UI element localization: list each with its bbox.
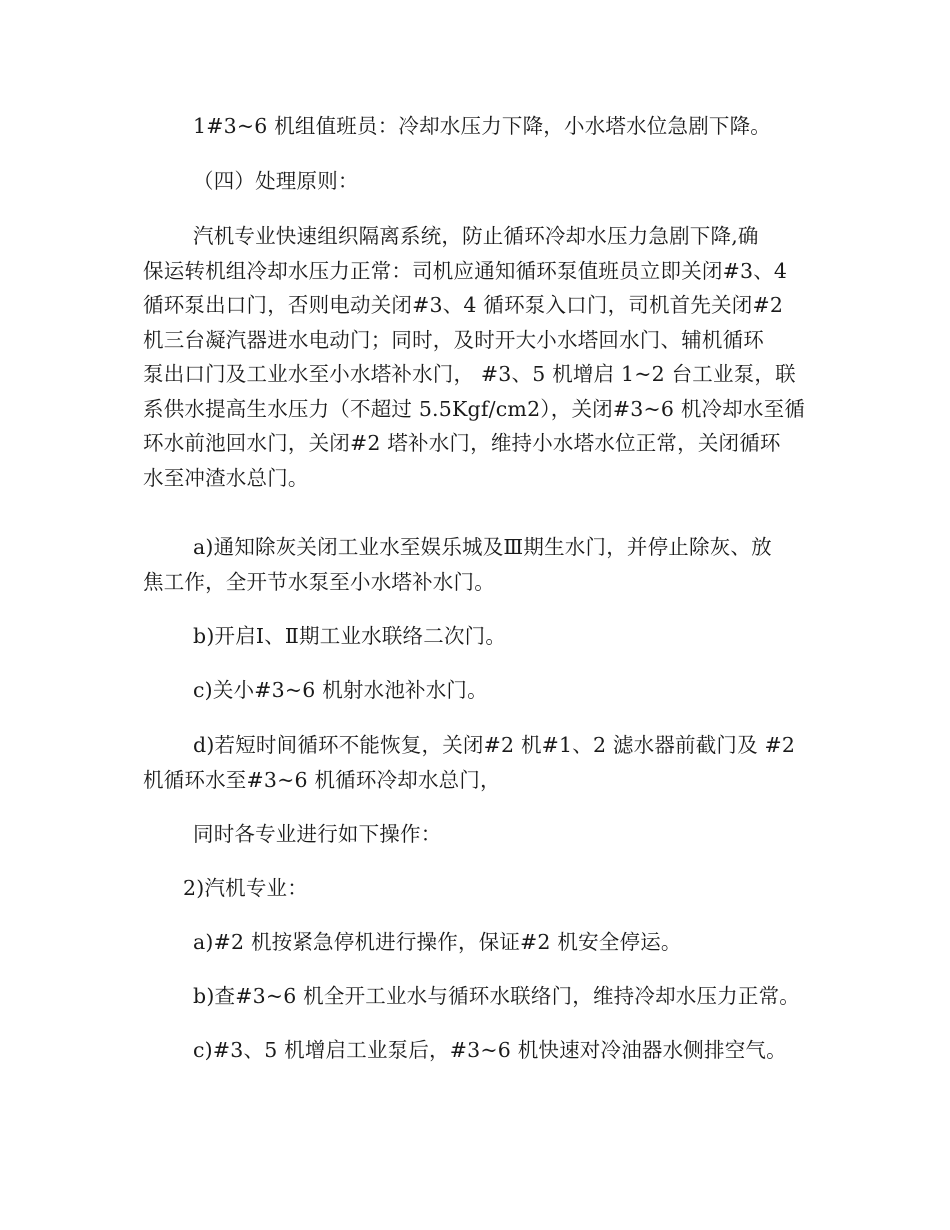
text-line: 机三台凝汽器进水电动门；同时，及时开大小水塔回水门、辅机循环 xyxy=(143,327,764,352)
paragraph-step-c xyxy=(193,673,488,708)
text-line: c)关小#3~6 机射水池补水门。 xyxy=(193,678,488,702)
text-line: （四）处理原则： xyxy=(193,169,359,193)
paragraph-step-b xyxy=(193,619,506,654)
text-line: a)#2 机按紧急停机进行操作，保证#2 机安全停运。 xyxy=(193,930,682,954)
text-line: b)查#3~6 机全开工业水与循环水联络门，维持冷却水压力正常。 xyxy=(193,984,800,1008)
section-heading-turbine xyxy=(183,871,308,906)
paragraph-turbine-b xyxy=(193,979,800,1014)
paragraph-step-a xyxy=(143,530,772,599)
text-line: 保运转机组冷却水压力正常：司机应通知循环泵值班员立即关闭#3、4 xyxy=(143,258,788,283)
text-line: c)#3、5 机增启工业泵后，#3~6 机快速对冷油器水侧排空气。 xyxy=(193,1038,787,1062)
text-line: 泵出口门及工业水至小水塔补水门， #3、5 机增启 1~2 台工业泵，联 xyxy=(143,362,796,386)
paragraph-operator-status xyxy=(193,109,771,144)
text-line: 水至冲渣水总门。 xyxy=(143,465,309,490)
paragraph-isolation-procedure xyxy=(143,219,805,495)
text-line: 1#3~6 机组值班员：冷却水压力下降，小水塔水位急剧下降。 xyxy=(193,114,771,138)
text-line: 环水前池回水门，关闭#2 塔补水门，维持小水塔水位正常，关闭循环 xyxy=(143,431,781,455)
paragraph-turbine-c xyxy=(193,1033,787,1068)
paragraph-simultaneous-ops xyxy=(193,817,441,852)
text-line: 同时各专业进行如下操作： xyxy=(193,822,442,846)
paragraph-turbine-a xyxy=(193,925,682,960)
paragraph-step-d xyxy=(143,728,795,797)
text-line: 系供水提高生水压力（不超过 5.5Kgf/cm2），关闭#3~6 机冷却水至循 xyxy=(143,396,806,421)
text-line: 焦工作，全开节水泵至小水塔补水门。 xyxy=(143,569,495,594)
text-line: 汽机专业快速组织隔离系统，防止循环冷却水压力急剧下降,确 xyxy=(193,224,759,248)
text-line: d)若短时间循环不能恢复，关闭#2 机#1、2 滤水器前截门及 #2 xyxy=(193,733,796,757)
text-line: 机循环水至#3~6 机循环冷却水总门， xyxy=(143,767,501,792)
section-heading-principles xyxy=(193,164,359,199)
text-line: 循环泵出口门，否则电动关闭#3、4 循环泵入口门，司机首先关闭#2 xyxy=(143,293,784,317)
text-line: 2)汽机专业： xyxy=(183,876,308,900)
text-line: a)通知除灰关闭工业水至娱乐城及Ⅲ期生水门，并停止除灰、放 xyxy=(193,535,772,559)
text-line: b)开启Ⅰ、Ⅱ期工业水联络二次门。 xyxy=(193,624,507,648)
